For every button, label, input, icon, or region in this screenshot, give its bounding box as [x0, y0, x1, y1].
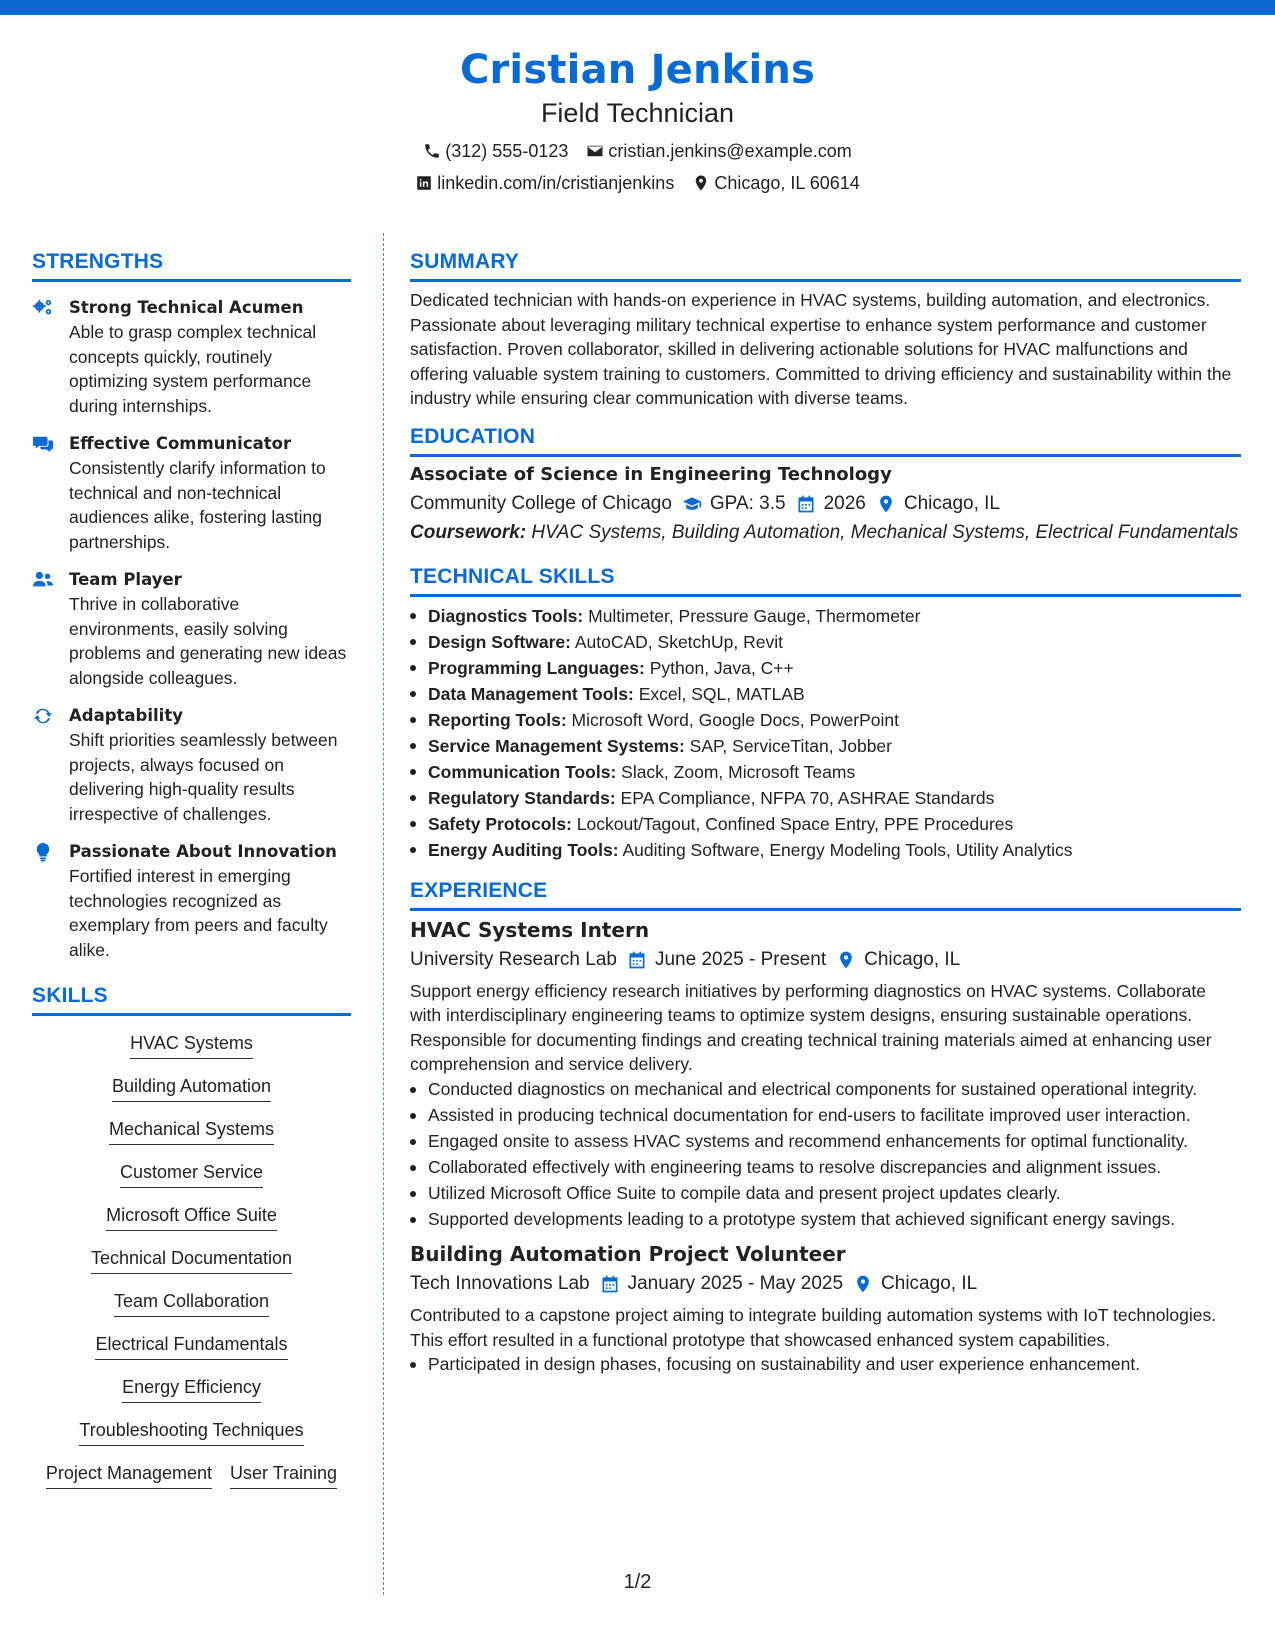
coursework-list: HVAC Systems, Building Automation, Mechanical Systems, Electrical Fundamentals [526, 521, 1239, 543]
skills-heading: SKILLS [32, 982, 351, 1016]
contact-line-2 [0, 172, 1275, 194]
degree-title: Associate of Science in Engineering Technology [410, 463, 892, 485]
skill-category: Safety Protocols: [428, 813, 572, 834]
skill-values: Slack, Zoom, Microsoft Teams [616, 761, 856, 782]
graduation-year: 2026 [823, 492, 866, 514]
summary-heading: SUMMARY [410, 248, 1241, 282]
list-item: Participated in design phases, focusing on sustainability and user experience enhancement. [410, 1352, 1241, 1377]
job-title: HVAC Systems Intern [410, 917, 650, 942]
strengths-heading: STRENGTHS [32, 248, 351, 282]
strength-desc: Consistently clarify information to technical and non-technical audiences alike, fostering lasting partnerships. [69, 458, 326, 552]
job-org: Tech Innovations Lab [410, 1273, 590, 1294]
skill-tag: Building Automation [112, 1075, 271, 1102]
page-number: 1/2 [623, 1571, 652, 1593]
list-item [410, 811, 1241, 837]
list-item: Utilized Microsoft Office Suite to compile data and present project updates clearly. [410, 1181, 1241, 1206]
envelope-icon [586, 142, 604, 160]
list-item: Engaged onsite to assess HVAC systems and recommend enhancements for optimal functionality. [410, 1129, 1241, 1154]
skill-tag: Mechanical Systems [109, 1118, 274, 1145]
phone-icon [423, 142, 441, 160]
skills-list [32, 1032, 351, 1489]
skill-tag: Energy Efficiency [122, 1376, 261, 1403]
list-item [410, 837, 1241, 863]
strength-item [32, 568, 351, 690]
lightbulb-icon [32, 842, 54, 862]
email-contact[interactable] [586, 140, 851, 162]
skill-category: Design Software: [428, 631, 571, 652]
skill-category: Reporting Tools: [428, 709, 567, 730]
resume-header [0, 42, 1275, 194]
technical-skills-section [410, 563, 1241, 863]
job-org: University Research Lab [410, 948, 617, 970]
skill-tag: HVAC Systems [130, 1032, 253, 1059]
list-item: Collaborated effectively with engineering teams to resolve discrepancies and alignment issues. [410, 1155, 1241, 1180]
list-item [410, 603, 1241, 629]
contact-line-1 [0, 140, 1275, 162]
gears-icon [32, 298, 54, 318]
coursework-label: Coursework: [410, 521, 527, 543]
list-item [410, 681, 1241, 707]
calendar-icon [600, 1274, 620, 1294]
summary-text: Dedicated technician with hands-on experience in HVAC systems, building automation, and electronics. Passionate about leveraging military technical expertise to enhance system performance and customer satisfaction. Proven collaborator, skilled in delivering actionable solutions for HVAC malfunctions and offering valuable system training to customers. Committed to driving efficiency and sustainability within the industry while ensuring clear communication with diverse teams. [410, 290, 1232, 408]
skill-tag: Customer Service [120, 1161, 263, 1188]
skill-tag: Troubleshooting Techniques [79, 1419, 303, 1446]
skill-values: Auditing Software, Energy Modeling Tools, Utility Analytics [618, 839, 1073, 860]
coursework [410, 521, 1241, 545]
job-meta [410, 1271, 1241, 1297]
job-dates: June 2025 - Present [654, 948, 827, 970]
map-pin-icon [692, 174, 710, 192]
skill-values: Multimeter, Pressure Gauge, Thermometer [583, 605, 921, 626]
education-heading: EDUCATION [410, 423, 1241, 457]
skill-tag: Microsoft Office Suite [106, 1204, 277, 1231]
skill-category: Communication Tools: [428, 761, 617, 782]
education-section [410, 423, 1241, 545]
job-location: Chicago, IL [864, 948, 961, 970]
chat-bubbles-icon [32, 434, 54, 454]
strength-item [32, 840, 351, 962]
skill-tag: Technical Documentation [91, 1247, 292, 1274]
refresh-icon [32, 706, 54, 726]
skill-category: Programming Languages: [428, 657, 645, 678]
list-item: Conducted diagnostics on mechanical and electrical components for sustained operational integrity. [410, 1077, 1241, 1102]
job-entry [410, 1241, 1241, 1377]
job-dates: January 2025 - May 2025 [627, 1273, 844, 1294]
skill-values: EPA Compliance, NFPA 70, ASHRAE Standards [615, 787, 995, 808]
calendar-icon [796, 494, 816, 514]
location-contact [692, 172, 859, 194]
calendar-icon [627, 950, 647, 970]
job-entry [410, 917, 1241, 1232]
strength-desc: Shift priorities seamlessly between projects, always focused on delivering high-quality results irrespective of challenges. [69, 730, 338, 824]
candidate-role: Field Technician [540, 98, 735, 128]
right-column [410, 248, 1241, 1378]
list-item [410, 733, 1241, 759]
list-item [410, 759, 1241, 785]
school-name: Community College of Chicago [410, 492, 672, 514]
education-location: Chicago, IL [903, 492, 1000, 514]
education-meta [410, 491, 1241, 517]
left-column [32, 248, 351, 1489]
strength-item [32, 432, 351, 554]
users-icon [32, 570, 54, 590]
strength-title: Strong Technical Acumen [69, 298, 304, 317]
graduation-cap-icon [682, 494, 702, 514]
email-text: cristian.jenkins@example.com [608, 141, 852, 161]
strength-desc: Thrive in collaborative environments, easily solving problems and generating new ideas alongside colleagues. [69, 594, 347, 688]
strength-title: Adaptability [69, 706, 183, 725]
skill-category: Regulatory Standards: [428, 787, 616, 808]
job-title: Building Automation Project Volunteer [410, 1242, 846, 1266]
skill-values: SAP, ServiceTitan, Jobber [684, 735, 892, 756]
strength-title: Passionate About Innovation [69, 842, 337, 861]
location-text: Chicago, IL 60614 [714, 173, 860, 193]
skill-tag: Project Management [46, 1462, 212, 1489]
skill-values: Excel, SQL, MATLAB [633, 683, 805, 704]
strength-item [32, 704, 351, 826]
skill-values: Python, Java, C++ [644, 657, 794, 678]
linkedin-contact[interactable] [415, 172, 674, 194]
list-item [410, 629, 1241, 655]
map-pin-icon [876, 494, 896, 514]
skill-category: Data Management Tools: [428, 683, 634, 704]
map-pin-icon [853, 1274, 873, 1294]
candidate-name: Cristian Jenkins [459, 47, 816, 93]
experience-heading: EXPERIENCE [410, 877, 1241, 911]
list-item [410, 655, 1241, 681]
skill-tag: Electrical Fundamentals [95, 1333, 287, 1360]
job-bullets [410, 1352, 1241, 1377]
skill-values: Microsoft Word, Google Docs, PowerPoint [566, 709, 899, 730]
column-divider [383, 233, 384, 1595]
list-item [410, 707, 1241, 733]
list-item: Assisted in producing technical documentation for end-users to facilitate improved user interaction. [410, 1103, 1241, 1128]
job-bullets [410, 1077, 1241, 1232]
skill-category: Service Management Systems: [428, 735, 685, 756]
skill-category: Diagnostics Tools: [428, 605, 584, 626]
map-pin-icon [836, 950, 856, 970]
job-description: Support energy efficiency research initiatives by performing diagnostics on HVAC systems. Collaborate with interdisciplinary engineering teams to optimize system designs, ensuring sustainable operations. Responsible for documenting findings and creating technical training materials aimed at enhancing user comprehension and service delivery. [410, 980, 1212, 1074]
strength-desc: Fortified interest in emerging technologies recognized as exemplary from peers and faculty alike. [69, 866, 328, 960]
experience-section [410, 877, 1241, 1377]
linkedin-icon [415, 174, 433, 192]
phone-contact[interactable] [423, 140, 568, 162]
skill-tag: Team Collaboration [114, 1290, 269, 1317]
list-item [410, 785, 1241, 811]
skill-values: Lockout/Tagout, Confined Space Entry, PPE Procedures [571, 813, 1014, 834]
strength-desc: Able to grasp complex technical concepts quickly, routinely optimizing system performance during internships. [69, 322, 317, 416]
job-meta [410, 947, 1241, 973]
skill-tag: User Training [230, 1462, 337, 1489]
linkedin-text: linkedin.com/in/cristianjenkins [437, 173, 675, 193]
gpa-text: GPA: 3.5 [709, 492, 786, 514]
strength-title: Team Player [69, 570, 182, 589]
technical-skills-heading: TECHNICAL SKILLS [410, 563, 1241, 597]
technical-skills-list [410, 603, 1241, 863]
skill-values: AutoCAD, SketchUp, Revit [570, 631, 783, 652]
top-accent-bar [0, 0, 1275, 15]
skill-category: Energy Auditing Tools: [428, 839, 619, 860]
strength-title: Effective Communicator [69, 434, 292, 453]
strength-item [32, 296, 351, 418]
phone-text: (312) 555-0123 [445, 141, 569, 161]
list-item: Supported developments leading to a prototype system that achieved significant energy savings. [410, 1207, 1241, 1232]
job-description: Contributed to a capstone project aiming to integrate building automation systems with IoT technologies. This effort resulted in a functional prototype that showcased enhanced system capabilities. [410, 1305, 1217, 1350]
job-location: Chicago, IL [881, 1273, 978, 1294]
